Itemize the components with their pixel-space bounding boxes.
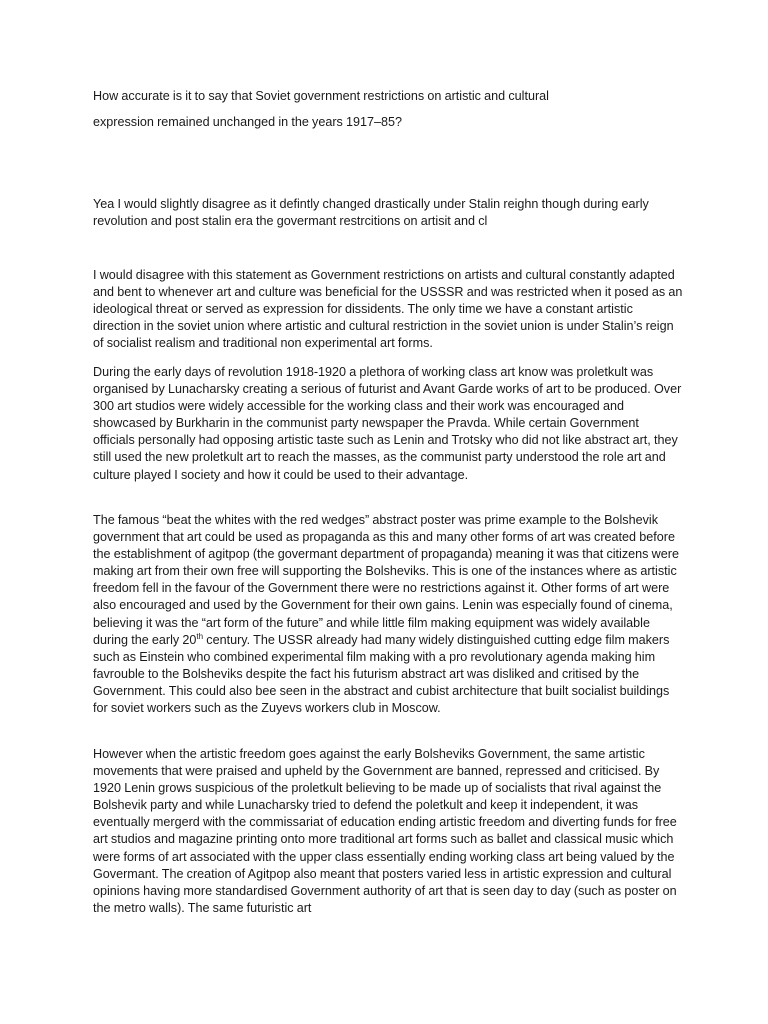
body-paragraph-3: The famous “beat the whites with the red wedges” abstract poster was prime example to the Bolshevik government that art could be used as propaganda as this and many other forms of art was created before the establishment of agitpop (the govermant department of propaganda) meaning it was that citizens were making art from their own free will supporting the Bolsheviks. This is one of the instances where as artistic freedom fell in the favour of the Government there were no restrictions against it. Other forms of art were also encouraged and used by the Government for their own gains. Lenin was especially found of cinema, believing it was the “art form of the future” and while little film making equipment was widely available during the early 20th century. The USSR already had many widely distinguished cutting edge film makers such as Einstein who combined experimental film making with a pro revolutionary agenda making him favrouble to the Bolsheviks despite the fact his futurism abstract art was disliked and critised by the Government. This could also bee seen in the abstract and cubist architecture that built socialist buildings for soviet workers such as the Zuyevs workers club in Moscow. <box>93 513 679 716</box>
essay-question-line-2: expression remained unchanged in the years 1917–85? <box>93 115 403 129</box>
essay-question-line-1: How accurate is it to say that Soviet government restrictions on artistic and cultural <box>93 89 549 103</box>
body-paragraph-2: During the early days of revolution 1918-1920 a plethora of working class art know was proletkult was organised by Lunacharsky creating a serious of futurist and Avant Garde works of art to be produced. Over 300 art studios were widely accessible for the working class and their work was encouraged and showcased by Burkharin in the communist party newspaper the Pravda. While certain Government officials personally had opposing artistic taste such as Lenin and Trotsky who did not like abstract art, they still used the new proletkult art to reach the masses, as the communist party understood the role art and culture played I society and how it could be used to their advantage. <box>93 365 682 482</box>
body-paragraph-4: However when the artistic freedom goes against the early Bolsheviks Government, the same artistic movements that were praised and upheld by the Government are banned, repressed and criticised. By 1920 Lenin grows suspicious of the proletkult believing to be made up of socialists that rival against the Bolshevik party and while Lunacharsky tried to defend the poletkult and keep it independent, it was eventually mergerd with the commissariat of education ending artistic freedom and diverting funds for free art studios and magazine printing onto more traditional art forms such as ballet and classical music which were forms of art associated with the upper class essentially ending working class art being valued by the Govermant. The creation of Agitpop also meant that posters varied less in artistic expression and cultural opinions having more standardised Government authority of art that is seen day to day (such as poster on the metro walls). The same futuristic art <box>93 747 677 915</box>
short-response-paragraph: Yea I would slightly disagree as it defintly changed drastically under Stalin reighn though during early revolution and post stalin era the govermant restrcitions on artisit and cl <box>93 197 649 229</box>
body-paragraph-1: I would disagree with this statement as Government restrictions on artists and cultural constantly adapted and bent to whenever art and culture was beneficial for the USSSR and was restricted when it posed as an ideological threat or served as expression for dissidents. The only time we have a constant artistic direction in the soviet union where artistic and cultural restriction in the soviet union is under Stalin’s reign of socialist realism and traditional non experimental art forms. <box>93 268 683 351</box>
